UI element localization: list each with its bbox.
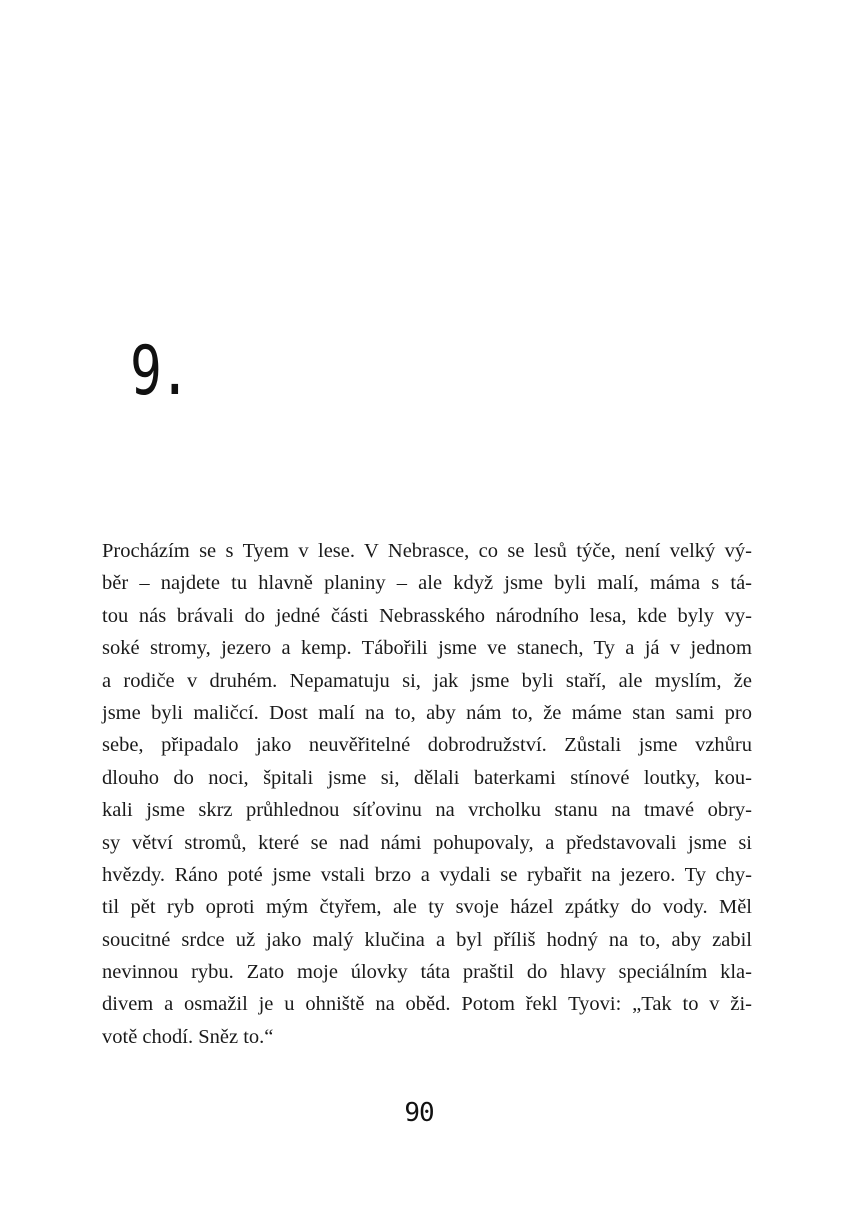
text-line: a rodiče v druhém. Nepamatuju si, jak jsme byli staří, ale myslím, že bbox=[102, 669, 752, 692]
text-line: divem a osmažil je u ohniště na oběd. Potom řekl Tyovi: „Tak to v ži- bbox=[102, 993, 752, 1016]
page-number: 90 bbox=[404, 1098, 434, 1128]
text-line: dlouho do noci, špitali jsme si, dělali baterkami stínové loutky, kou- bbox=[102, 766, 752, 789]
text-line: soké stromy, jezero a kemp. Tábořili jsme ve stanech, Ty a já v jednom bbox=[102, 637, 752, 660]
text-line: jsme byli maličcí. Dost malí na to, aby nám to, že máme stan sami pro bbox=[102, 701, 752, 724]
text-line: votě chodí. Sněz to.“ bbox=[102, 1025, 274, 1048]
text-line: til pět ryb oproti mým čtyřem, ale ty svoje házel zpátky do vody. Měl bbox=[102, 896, 752, 919]
text-line: hvězdy. Ráno poté jsme vstali brzo a vydali se rybařit na jezero. Ty chy- bbox=[102, 863, 752, 886]
text-line: kali jsme skrz průhlednou síťovinu na vrcholku stanu na tmavé obry- bbox=[102, 799, 752, 822]
text-line: tou nás brávali do jedné části Nebrasského národního lesa, kde byly vy- bbox=[102, 604, 752, 627]
chapter-number: 9. bbox=[130, 332, 188, 411]
text-line: sy větví stromů, které se nad námi pohupovaly, a představovali jsme si bbox=[102, 831, 752, 854]
text-line: soucitné srdce už jako malý klučina a byl příliš hodný na to, aby zabil bbox=[102, 928, 752, 951]
text-line: sebe, připadalo jako neuvěřitelné dobrodružství. Zůstali jsme vzhůru bbox=[102, 734, 752, 757]
text-line: Procházím se s Tyem v lese. V Nebrasce, co se lesů týče, není velký vý- bbox=[102, 540, 752, 562]
body-text bbox=[102, 535, 752, 1053]
text-line: běr – najdete tu hlavně planiny – ale když jsme byli malí, máma s tá- bbox=[102, 572, 752, 595]
text-line: nevinnou rybu. Zato moje úlovky táta praštil do hlavy speciálním kla- bbox=[102, 961, 752, 984]
